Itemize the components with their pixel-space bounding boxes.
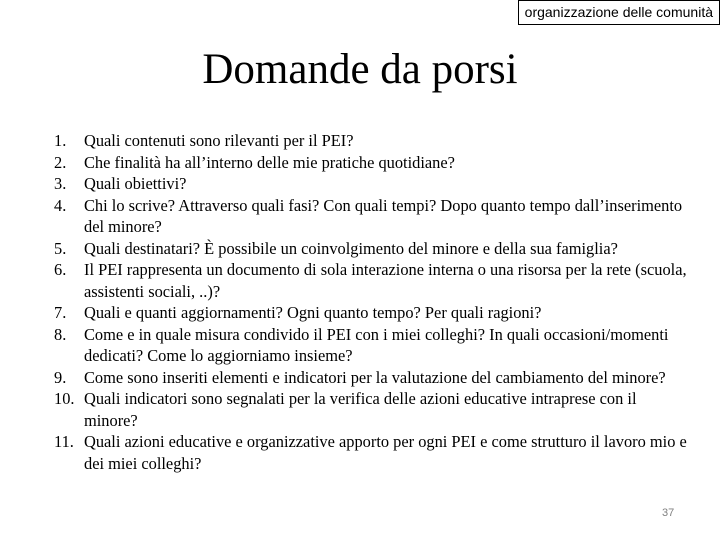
list-item bbox=[30, 173, 690, 195]
list-item bbox=[30, 324, 690, 367]
item-text: Quali contenuti sono rilevanti per il PEI? bbox=[84, 131, 354, 150]
item-text: Quali e quanti aggiornamenti? Ogni quanto tempo? Per quali ragioni? bbox=[84, 303, 542, 322]
item-number: 10. bbox=[54, 389, 75, 408]
item-text: Quali azioni educative e organizzative apporto per ogni PEI e come strutturo il lavoro mio e dei miei colleghi? bbox=[84, 432, 687, 473]
item-number: 4. bbox=[54, 195, 67, 215]
list-item bbox=[30, 195, 690, 238]
item-number: 6. bbox=[54, 260, 67, 279]
list-item bbox=[30, 130, 690, 152]
item-number: 5. bbox=[54, 238, 67, 258]
item-text: Che finalità ha all’interno delle mie pratiche quotidiane? bbox=[84, 152, 455, 172]
questions-list bbox=[30, 130, 690, 474]
item-number: 7. bbox=[54, 303, 67, 322]
item-number: 8. bbox=[54, 324, 67, 344]
list-item bbox=[30, 388, 690, 431]
page-number: 37 bbox=[662, 507, 675, 519]
list-item bbox=[30, 302, 690, 324]
header-tag: organizzazione delle comunità bbox=[518, 0, 720, 25]
item-number: 2. bbox=[54, 152, 67, 172]
item-text: Chi lo scrive? Attraverso quali fasi? Con quali tempi? Dopo quanto tempo dall’inserimento del minore? bbox=[84, 195, 683, 236]
item-number: 9. bbox=[54, 367, 67, 387]
slide-title: Domande da porsi bbox=[202, 46, 518, 93]
list-item bbox=[30, 152, 690, 174]
item-number: 1. bbox=[54, 131, 67, 150]
list-item bbox=[30, 367, 690, 389]
item-number: 3. bbox=[54, 174, 67, 193]
item-text: Come e in quale misura condivido il PEI con i miei colleghi? In quali occasioni/momenti dedicati? Come lo aggiorniamo insieme? bbox=[84, 324, 669, 365]
list-item bbox=[30, 259, 690, 302]
item-text: Come sono inseriti elementi e indicatori per la valutazione del cambiamento del minore? bbox=[84, 367, 666, 387]
item-text: Quali obiettivi? bbox=[84, 174, 187, 193]
list-item bbox=[30, 431, 690, 474]
item-number: 11. bbox=[54, 432, 74, 451]
item-text: Quali indicatori sono segnalati per la verifica delle azioni educative intraprese con il minore? bbox=[84, 389, 637, 430]
list-item bbox=[30, 238, 690, 260]
item-text: Quali destinatari? È possibile un coinvolgimento del minore e della sua famiglia? bbox=[84, 238, 618, 258]
item-text: Il PEI rappresenta un documento di sola interazione interna o una risorsa per la rete (scuola, assistenti sociali, ..)? bbox=[84, 260, 687, 301]
